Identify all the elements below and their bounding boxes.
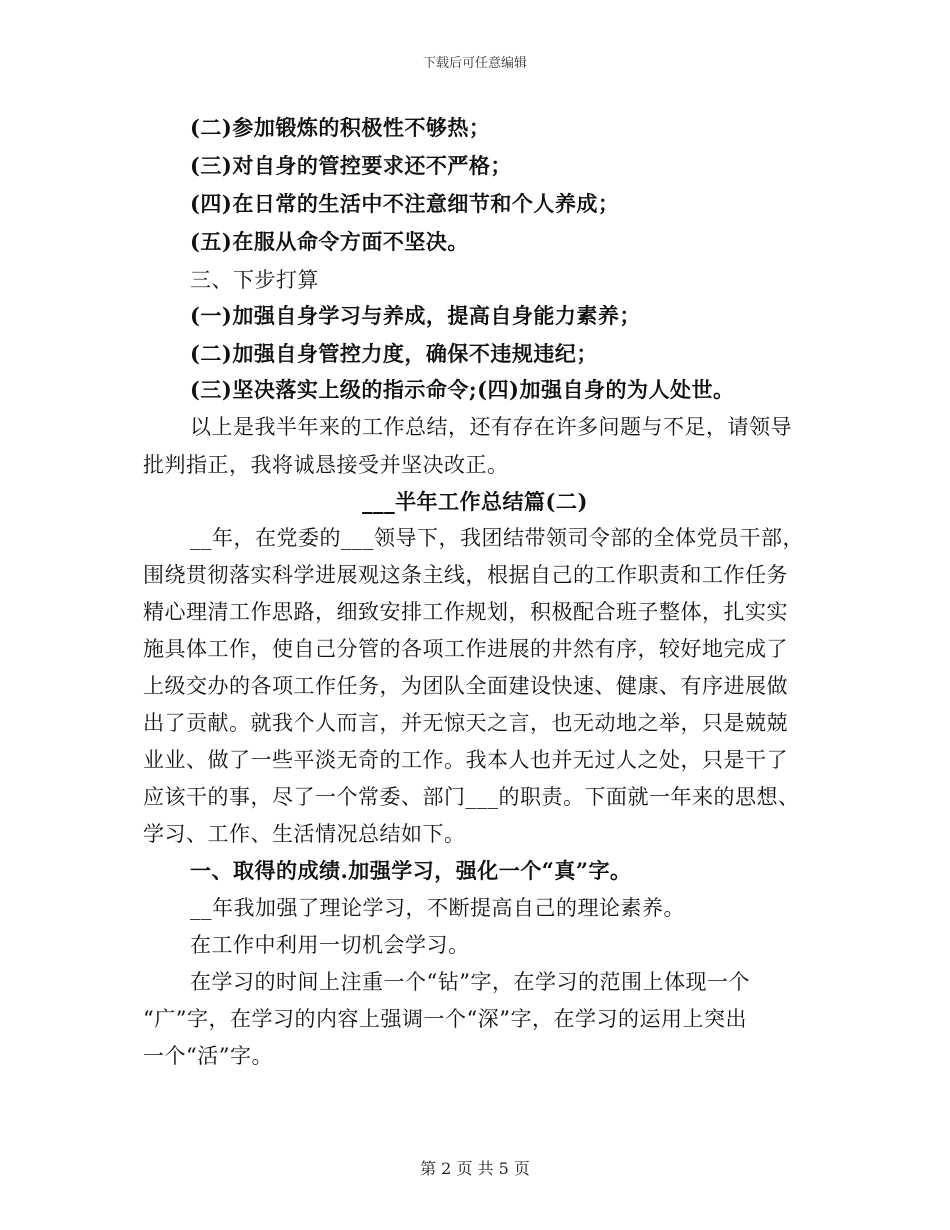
list-item: (二)参加锻炼的积极性不够热； [190,115,491,140]
paragraph-line: 出了贡献。就我个人而言，并无惊天之言，也无动地之举，只是兢兢 [143,711,788,735]
list-item: (五)在服从命令方面不坚决。 [190,229,469,254]
paragraph-line: 一个“活”字。 [143,1044,273,1068]
paragraph-line: 在学习的时间上注重一个“钻”字，在学习的范围上体现一个 [190,970,750,994]
paragraph-line: 上级交办的各项工作任务，为团队全面建设快速、健康、有序进展做 [143,674,788,698]
paragraph-line: 施具体工作，使自己分管的各项工作进展的井然有序，较好地完成了 [143,637,788,661]
list-item: (一)加强自身学习与养成，提高自身能力素养； [190,303,641,328]
list-item: (四)在日常的生活中不注意细节和个人养成； [190,191,620,216]
list-item: (三)对自身的管控要求还不严格； [190,153,512,178]
paragraph-line: 业业、做了一些平淡无奇的工作。我本人也并无过人之处，只是干了 [143,748,788,772]
paragraph-line: 围绕贯彻落实科学进展观这条主线，根据自己的工作职责和工作任务 [143,563,788,587]
paragraph-line: 应该干的事，尽了一个常委、部门___的职责。下面就一年来的思想、 [143,785,800,809]
page-number: 第 2 页 共 5 页 [420,1159,530,1178]
paragraph-line: __年，在党委的___领导下，我团结带领司令部的全体党员干部， [190,526,804,550]
paragraph-line: 以上是我半年来的工作总结，还有存在许多问题与不足，请领导 [190,415,792,439]
list-item: (二)加强自身管控力度，确保不违规违纪； [190,341,598,366]
section-heading: 一、取得的成绩.加强学习，强化一个“真”字。 [190,858,632,883]
paragraph-line: 精心理清工作思路，细致安排工作规划，积极配合班子整体，扎实实 [143,600,788,624]
paragraph-line: 学习、工作、生活情况总结如下。 [143,822,466,846]
list-item: (三)坚决落实上级的指示命令;(四)加强自身的为人处世。 [190,377,735,402]
section-heading: 三、下步打算 [190,268,319,292]
section-title: ___半年工作总结篇(二) [362,489,588,514]
paragraph-line: __年我加强了理论学习，不断提高自己的理论素养。 [190,896,685,920]
page-header: 下载后可任意编辑 [422,56,527,71]
paragraph-line: “广”字，在学习的内容上强调一个“深”字，在学习的运用上突出 [143,1007,747,1031]
paragraph-line: 在工作中利用一切机会学习。 [190,933,470,957]
paragraph-line: 批判指正，我将诚恳接受并坚决改正。 [143,453,509,477]
